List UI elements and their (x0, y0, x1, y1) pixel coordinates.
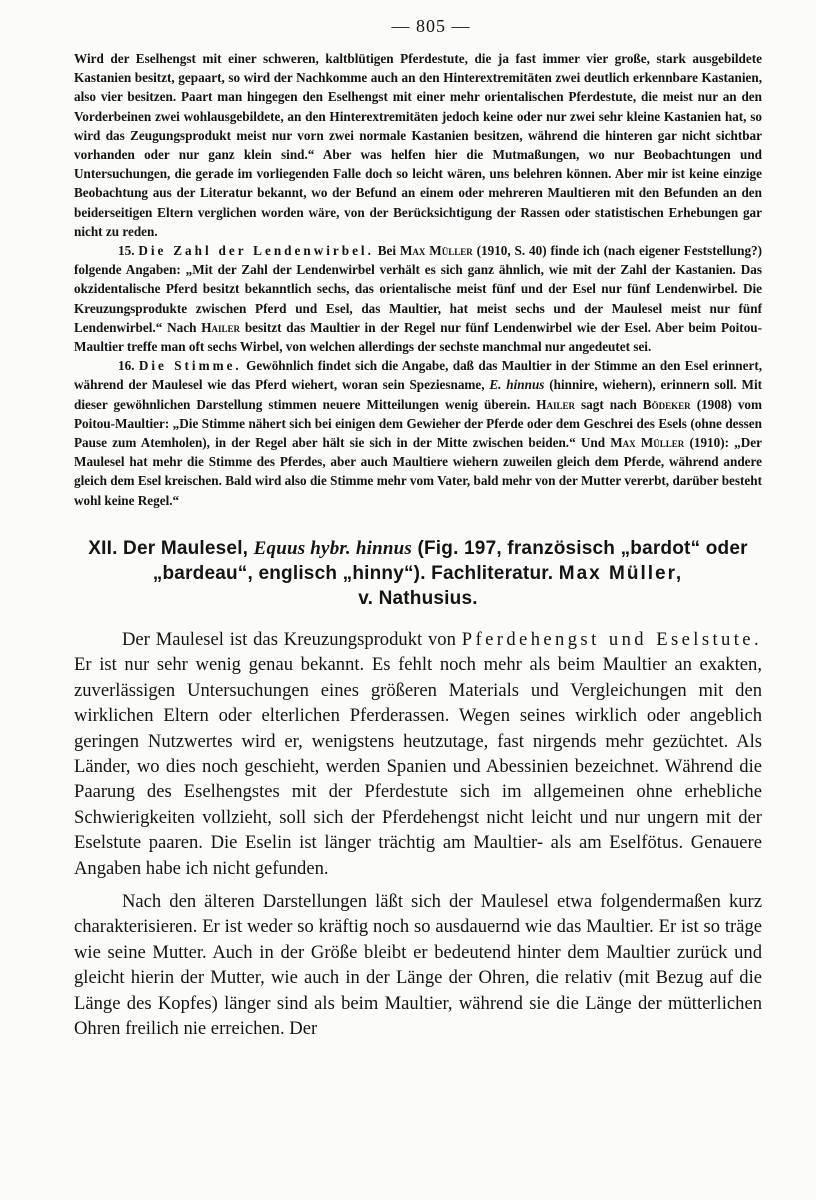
section-16-paragraph: 16. Die Stimme. Gewöhnlich findet sich die Angabe, daß das Maultier in der Stimme an den Esel erinnert, während der Maulesel wie das Pferd wiehert, woran sein Speziesname, E. hinnus (hinnire, wiehern), erinnern soll. Mit dieser gewöhnlichen Darstellung stimmen neuere Mitteilungen wenig überein. Hailer sagt nach Bödeker (1908) vom Poitou-Maultier: „Die Stimme nähert sich bei einigen dem Gewieher der Pferde oder dem Geschrei des Esels (ohne dessen Pause zum Atemholen), in der Regel aber hält sie sich in der Mitte zwischen beiden.“ Und Max Müller (1910): „Der Maulesel hat mehr die Stimme des Pferdes, aber auch Maultiere wiehern zuweilen gleich dem Pferde, während andere gleich dem Esel kreischen. Bald wird also die Stimme mehr vom Vater, bald mehr von der Mutter vererbt, darüber besteht wohl keine Regel.“ (74, 358, 763, 508)
section-15-title: Die Zahl der Lendenwirbel. (138, 243, 374, 259)
chapter-heading: XII. Der Maulesel, Equus hybr. hinnus (Fig. 197, französisch „bardot“ oder „bardeau“, englisch „hinny“). Fachliteratur. Max Müller, v. Nathusius. (88, 537, 748, 609)
spaced-term: Pferdehengst und Eselstute. (461, 628, 763, 650)
author-name: Max Müller (610, 435, 685, 451)
heading-authors: Max Müller, (558, 562, 684, 584)
species-name: E. hinnus (489, 377, 545, 393)
page-number: — 805 — (391, 16, 471, 36)
upper-text-block (74, 49, 762, 510)
section-15-number: 15. (118, 243, 135, 259)
latin-name: Equus hybr. hinnus (253, 537, 412, 559)
main-paragraph-2: Nach den älteren Darstellungen läßt sich der Maulesel etwa folgendermaßen kurz charakterisieren. Er ist weder so kräftig noch so ausdauernd wie das Maultier. Er ist so träge wie seine Mutter. Auch in der Größe bleibt er bedeutend hinter dem Maultier zurück und gleicht hierin der Mutter, wie auch in der Länge der Ohren, die relativ (mit Bezug auf die Länge des Kopfes) länger sind als beim Maultier, während sie die Länge der mütterlichen Ohren freilich nie erreichen. Der (74, 890, 762, 1039)
section-16-title: Die Stimme. (138, 358, 242, 374)
heading-authors-2: v. Nathusius. (358, 587, 478, 609)
author-name: Max Müller (399, 243, 473, 259)
author-name: Bödeker (642, 396, 691, 412)
main-paragraph-1: Der Maulesel ist das Kreuzungsprodukt von Pferdehengst und Eselstute. Er ist nur sehr wenig genau bekannt. Es fehlt noch mehr als beim Maultier an exakten, zuverlässigen Untersuchungen eines größeren Materials und Vergleichungen mit den wirklichen Eltern oder elterlichen Pferderassen. Wegen seines wirklich oder angeblich geringen Nutzwertes wird er, wenigstens heutzutage, fast nirgends mehr gezüchtet. Als Länder, wo dies noch geschieht, werden Spanien und Abessinien bezeichnet. Während die Paarung des Eselhengstes mit der Pferdestute sich im allgemeinen ohne erhebliche Schwierigkeiten vollzieht, soll sich der Pferdehengst nicht leicht und nur ungern mit der Eselstute paaren. Die Eselin ist länger trächtig am Maultier- als am Eselfötus. Genauere Angaben habe ich nicht gefunden. (74, 628, 763, 879)
section-15-paragraph: 15. Die Zahl der Lendenwirbel. Bei Max Müller (1910, S. 40) finde ich (nach eigener Feststellung?) folgende Angaben: „Mit der Zahl der Lendenwirbel verhält es sich ganz ähnlich, wie mit der Zahl der Kastanien. Das okzidentalische Pferd besitzt bekanntlich sechs, das orientalische meist fünf und der Esel nur fünf Lendenwirbel. Die Kreuzungsprodukte zwischen Pferd und Esel, das Maultier, hat meist sechs und der Maulesel meist nur fünf Lendenwirbel.“ Nach Hailer besitzt das Maultier in der Regel nur fünf Lendenwirbel wie der Esel. Aber beim Poitou-Maultier treffe man oft sechs Wirbel, von welchen allerdings der sechste manchmal nur angedeutet sei. (74, 243, 763, 355)
continuation-paragraph: Wird der Eselhengst mit einer schweren, kaltblütigen Pferdestute, die ja fast immer vier große, stark ausgebildete Kastanien besitzt, gepaart, so wird der Nachkomme auch an den Hinterextremitäten zwei deutlich erkennbare Kastanien, also vier besitzen. Paart man hingegen den Eselhengst mit einer mehr orientalischen Pferdestute, die meist nur an den Vorderbeinen zwei wohlausgebildete, an den Hinterextremitäten jedoch keine oder nur zwei sehr kleine Kastanien hat, so wird das Zeugungsprodukt meist nur vorn zwei normale Kastanien besitzen, während die hinteren gar nicht sichtbar vorhanden oder nur ganz klein sind.“ Aber was helfen hier die Mutmaßungen, wo nur Beobachtungen und Untersuchungen, die gerade im vorliegenden Falle doch so leicht wären, uns belehren können. Aber mir ist keine einzige Beobachtung aus der Literatur bekannt, wo der Befund an einem oder mehreren Maultieren mit den Befunden an den beiderseitigen Eltern verglichen worden wäre, von der Berücksichtigung der Rassen oder statistischen Erhebungen gar nicht zu reden. (74, 51, 762, 239)
main-text-block (74, 627, 762, 1042)
author-name: Hailer (536, 396, 576, 412)
author-name: Hailer (201, 319, 241, 335)
section-16-number: 16. (118, 358, 135, 374)
